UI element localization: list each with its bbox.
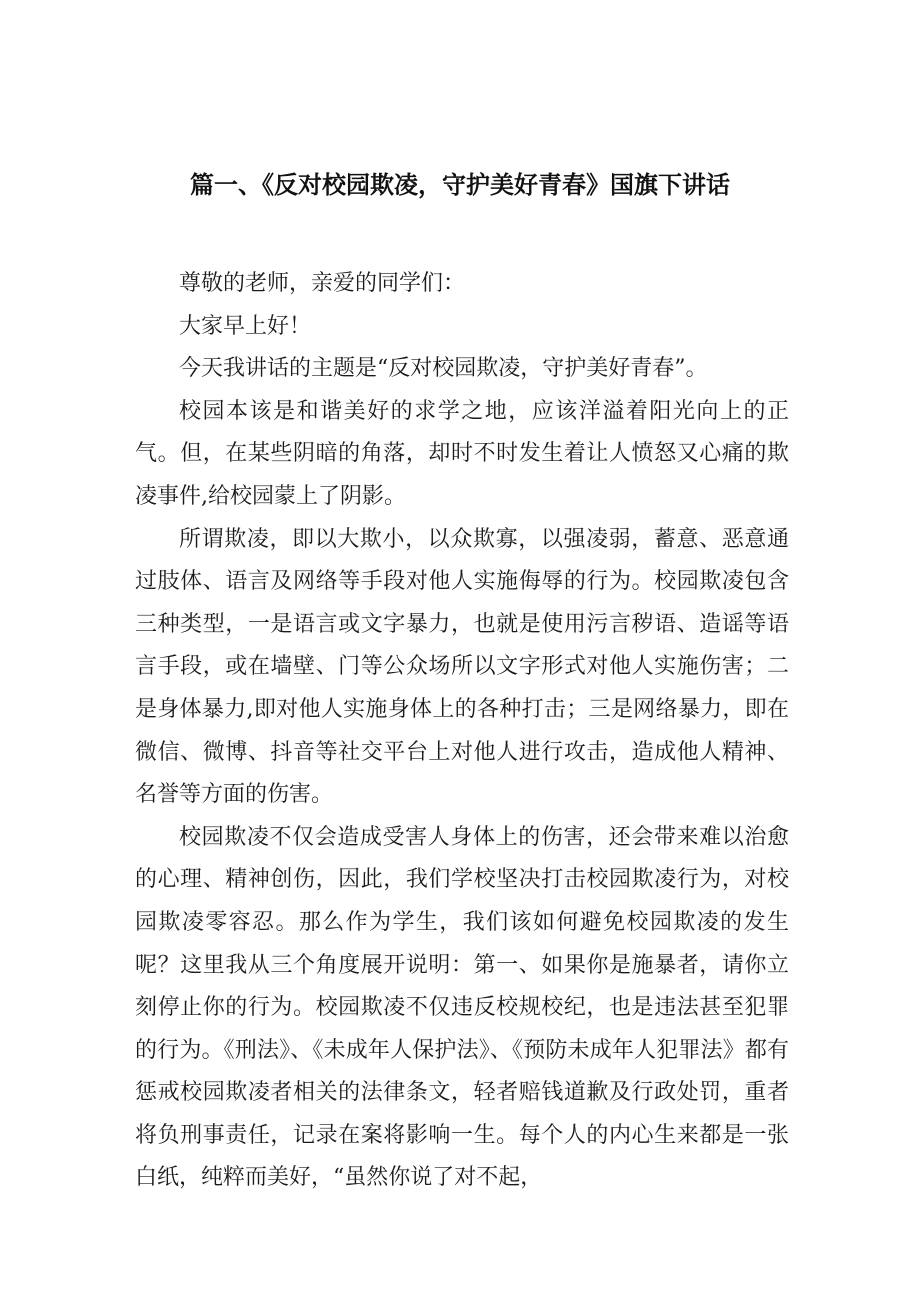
document-body [135, 263, 789, 1200]
paragraph-topic: 今天我讲话的主题是“反对校园欺凌，守护美好青春”。 [179, 356, 708, 382]
paragraph-greeting: 尊敬的老师，亲爱的同学们： [179, 271, 466, 296]
paragraph-consequences: 校园欺凌不仅会造成受害人身体上的伤害，还会带来难以治愈的心理、精神创伤，因此，我们学校坚决打击校园欺凌行为，对校园欺凌零容忍。那么作为学生，我们该如何避免校园欺凌的发生呢？这里我从三个角度展开说明：第一、如果你是施暴者，请你立刻停止你的行为。校园欺凌不仅违反校规校纪，也是违法甚至犯罪的行为。《刑法》、《未成年人保护法》、《预防未成年人犯罪法》都有惩戒校园欺凌者相关的法律条文，轻者赔钱道歉及行政处罚，重者将负刑事责任，记录在案将影响一生。每个人的内心生来都是一张白纸，纯粹而美好，“虽然你说了对不起， [135, 824, 789, 1191]
paragraph-campus-intro: 校园本该是和谐美好的求学之地，应该洋溢着阳光向上的正气。但，在某些阴暗的角落，却时不时发生着让人愤怒又心痛的欺凌事件,给校园蒙上了阴影。 [135, 398, 789, 509]
document-title: 篇一、《反对校园欺凌，守护美好青春》国旗下讲话 [190, 171, 730, 199]
paragraph-bullying-definition: 所谓欺凌，即以大欺小，以众欺寡，以强凌弱，蓄意、恶意通过肢体、语言及网络等手段对他人实施侮辱的行为。校园欺凌包含三种类型，一是语言或文字暴力，也就是使用污言秽语、造谣等语言手段，或在墙壁、门等公众场所以文字形式对他人实施伤害；二是身体暴力,即对他人实施身体上的各种打击；三是网络暴力，即在微信、微博、抖音等社交平台上对他人进行攻击，造成他人精神、名誉等方面的伤害。 [135, 526, 789, 808]
paragraph-good-morning: 大家早上好！ [179, 313, 312, 339]
